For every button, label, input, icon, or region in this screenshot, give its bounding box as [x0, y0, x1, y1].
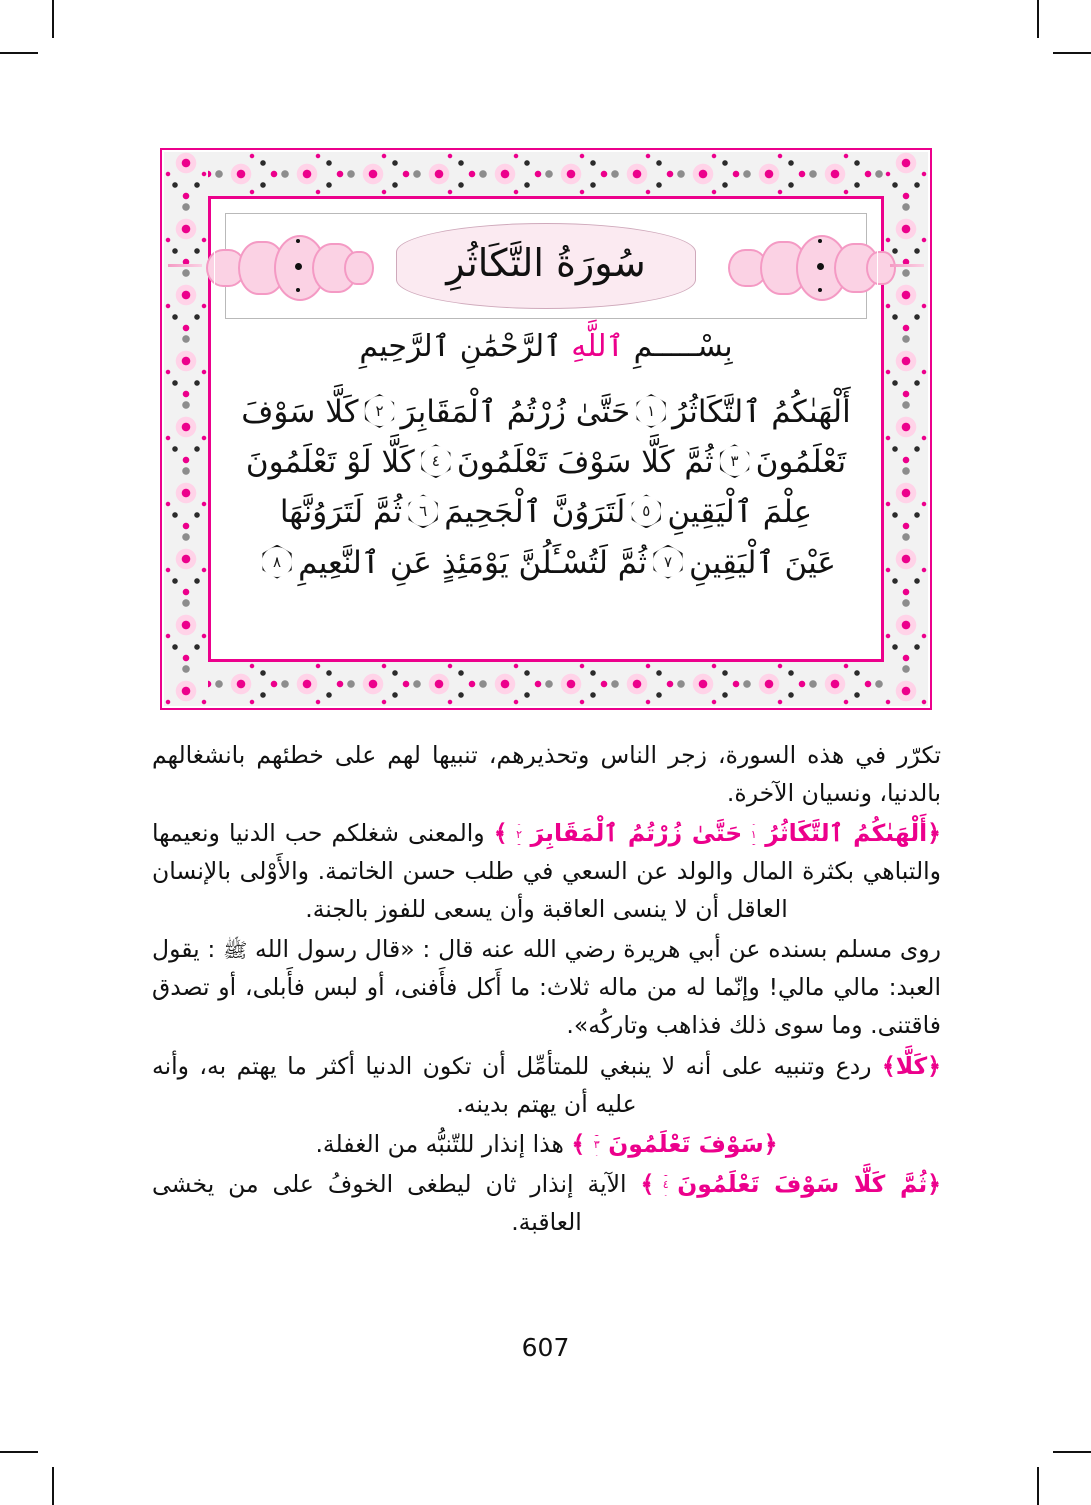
ayah-line: [225, 387, 867, 437]
tafsir-commentary: [152, 736, 941, 1243]
inline-quran-quote: أَلْهَىٰكُمُ ٱلتَّكَاثُرُ: [765, 819, 928, 848]
commentary-text: روى مسلم بسنده عن أبي هريرة رضي الله عنه قال : «قال رسول الله: [247, 935, 941, 964]
ayah-text: ثُمَّ كَلَّا سَوْفَ تَعْلَمُونَ: [456, 444, 714, 481]
commentary-paragraph: [152, 814, 941, 928]
inline-quran-quote: ثُمَّ كَلَّا سَوْفَ تَعْلَمُونَ: [677, 1169, 928, 1198]
commentary-text: تكرّر في هذه السورة، زجر الناس وتحذيرهم، تنبيها لهم على خطئهم بانشغالهم بالدنيا، ونسيان الآخرة.: [152, 741, 941, 808]
ayah-number-marker-icon: ٤: [419, 444, 453, 478]
commentary-text: والمعنى شغلكم حب الدنيا ونعيمها والتباهي بكثرة المال والولد عن السعي في طلب حسن الخاتمة. والأَوْلى بالإنسان العاقل أن لا ينسى العاقبة وأن يسعى للفوز بالجنة.: [152, 819, 941, 924]
basmala-text: [211, 329, 881, 364]
ayah-number-marker-icon: ٨: [260, 545, 294, 579]
quote-bracket-icon: ﴾: [571, 1129, 586, 1158]
frame-band-bottom-icon: [164, 662, 928, 706]
inline-quran-quote: كَلَّا: [895, 1051, 928, 1080]
commentary-paragraph: [152, 1165, 941, 1241]
commentary-paragraph: [152, 1125, 941, 1163]
quote-bracket-icon: ﴿: [927, 1169, 941, 1198]
ayah-number-marker-icon: ١: [634, 394, 668, 428]
surah-title-cartouche: [396, 223, 696, 309]
inline-quran-quote: سَوْفَ تَعْلَمُونَ: [608, 1129, 764, 1158]
crop-mark-bottom-left-horizontal: [0, 1451, 38, 1453]
ayah-text: كَلَّا سَوْفَ: [241, 394, 359, 430]
commentary-text: ردع وتنبيه على أنه لا ينبغي للمتأمِّل أن تكون الدنيا أكثر ما يهتم به، وأنه عليه أن يهتم بدينه.: [152, 1051, 882, 1118]
surah-title-text: سُورَةُ التَّكَاثُرِ: [446, 241, 646, 286]
page-number: 607: [521, 1333, 570, 1362]
surah-title-panel: [225, 213, 867, 319]
basmala-part1: بِسْـــــمِ: [624, 329, 733, 364]
crop-mark-top-right-horizontal: [1053, 52, 1091, 54]
ayah-text: حَتَّىٰ زُرْتُمُ ٱلْمَقَابِرَ: [400, 394, 631, 430]
commentary-paragraph: [152, 1047, 941, 1123]
basmala-allah: ٱللَّهِ: [571, 329, 625, 364]
ayah-number-marker-icon: ٢: [363, 394, 397, 428]
frame-inner-area: [208, 196, 884, 662]
surah-ayat-block: [225, 387, 867, 651]
inline-ayah-number-marker-icon: ١: [743, 824, 764, 845]
inline-ayah-number-marker-icon: ٢: [509, 824, 530, 845]
ayah-number-marker-icon: ٦: [406, 494, 440, 528]
crop-mark-top-left-vertical: [52, 0, 54, 38]
frame-band-top-icon: [164, 152, 928, 196]
inline-ayah-number-marker-icon: ٤: [655, 1175, 676, 1196]
inline-ayah-number-marker-icon: ٣: [586, 1135, 607, 1156]
crop-mark-bottom-right-horizontal: [1053, 1451, 1091, 1453]
ayah-text: ثُمَّ لَتُسْـَٔلُنَّ يَوْمَئِذٍ عَنِ ٱلنَّعِيمِ: [298, 544, 648, 581]
ayah-line: [225, 437, 867, 487]
ayah-text: عَيْنَ ٱلْيَقِينِ: [689, 544, 836, 581]
commentary-text: : يقول العبد: مالي مالي! وإنّما له من ماله ثلاث: ما أَكل فأَفنى، أو لبس فأَبلى، أو تصدق فاقتنى. وما سوى ذلك فذاهب وتاركُه».: [152, 935, 941, 1040]
quote-bracket-icon: ﴿: [927, 1051, 941, 1080]
commentary-text: هذا إنذار للتّنبُّه من الغفلة.: [315, 1129, 572, 1158]
floral-ornament-left-icon: [722, 231, 892, 301]
ayah-number-marker-icon: ٧: [651, 545, 685, 579]
commentary-paragraph: [152, 930, 941, 1044]
crop-mark-top-left-horizontal: [0, 52, 38, 54]
ayah-text: أَلْهَىٰكُمُ ٱلتَّكَاثُرُ: [672, 394, 851, 430]
crop-mark-bottom-right-vertical: [1037, 1467, 1039, 1505]
quote-bracket-icon: ﴿: [763, 1129, 778, 1158]
quote-bracket-icon: ﴾: [881, 1051, 896, 1080]
ayah-number-marker-icon: ٥: [629, 494, 663, 528]
crop-mark-bottom-left-vertical: [52, 1467, 54, 1505]
commentary-text: الآية إنذار ثان ليطغى الخوفُ على من يخشى العاقبة.: [152, 1169, 641, 1236]
quran-ornamental-frame: [160, 148, 932, 710]
ayah-line: [225, 487, 867, 537]
ayah-number-marker-icon: ٣: [718, 444, 752, 478]
crop-mark-top-right-vertical: [1037, 0, 1039, 38]
quote-bracket-icon: ﴿: [927, 819, 941, 848]
ayah-text: ثُمَّ لَتَرَوُنَّهَا: [279, 494, 403, 531]
ayah-text: عِلْمَ ٱلْيَقِينِ: [667, 494, 813, 531]
ayah-text: لَتَرَوُنَّ ٱلْجَحِيمَ: [444, 494, 626, 531]
quote-bracket-icon: ﴾: [493, 819, 508, 848]
commentary-paragraph: [152, 736, 941, 812]
floral-ornament-right-icon: [200, 231, 370, 301]
ayah-text: تَعْلَمُونَ: [755, 444, 847, 481]
inline-quran-quote: حَتَّىٰ زُرْتُمُ ٱلْمَقَابِرَ: [530, 819, 743, 848]
ayah-line: [225, 538, 867, 588]
salla-allahu-alayhi-wasallam-icon: ﷺ: [223, 938, 248, 963]
ayah-text: كَلَّا لَوْ تَعْلَمُونَ: [245, 444, 415, 481]
quote-bracket-icon: ﴾: [640, 1169, 655, 1198]
basmala-part2: ٱلرَّحْمَٰنِ ٱلرَّحِيمِ: [359, 329, 572, 364]
